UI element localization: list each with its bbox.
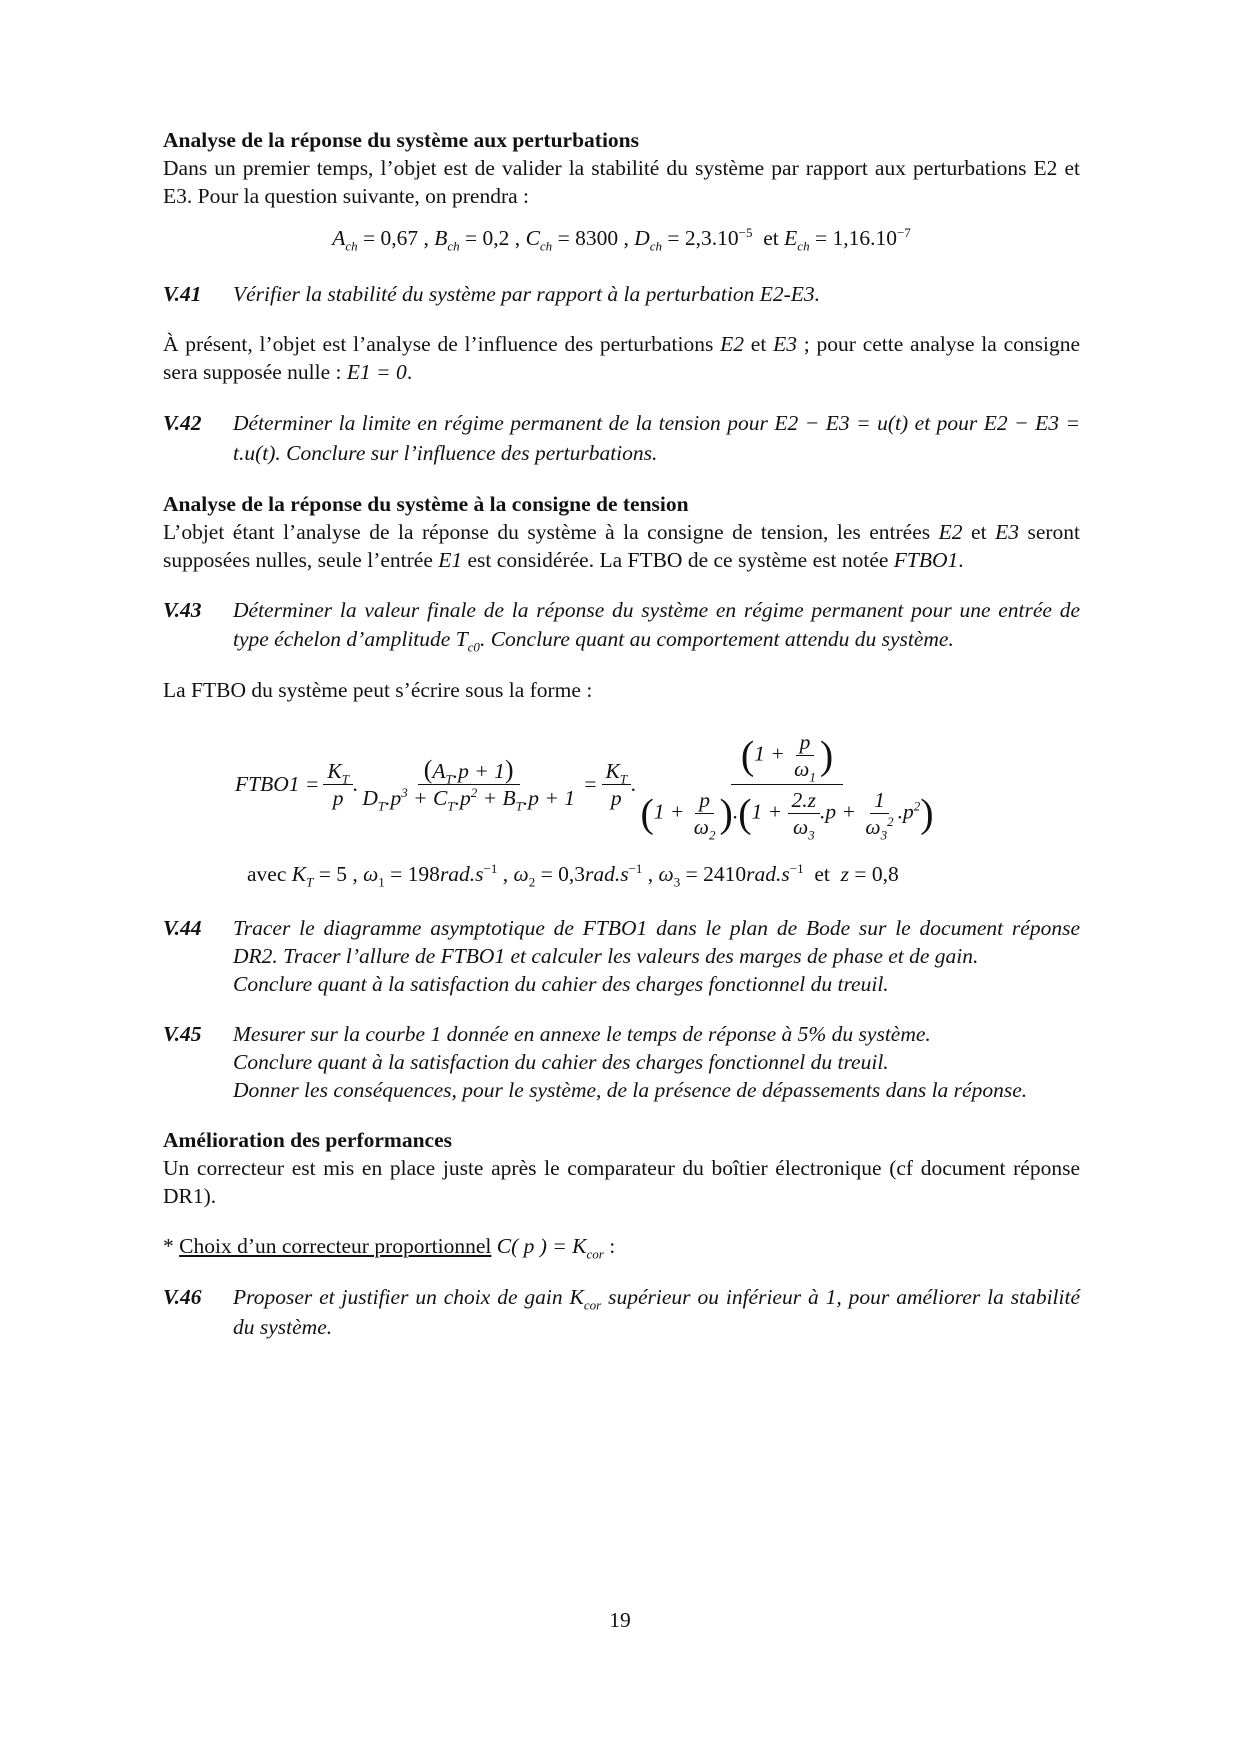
math-e2: E2 [720,332,744,356]
question-text: Tracer le diagramme asymptotique de FTBO1 dans le plan de Bode sur le document réponse DR2. Tracer l’allure de FTBO1 et calculer les valeurs des marges de phase et de gain. [233,916,1080,968]
question-number: V.41 [163,282,202,306]
question-text: Déterminer la valeur finale de la réponse du système en régime permanent pour une entrée de type échelon d’amplitude [233,598,1080,651]
text: . [958,548,964,572]
section-title-amelioration: Amélioration des performances [163,1128,452,1152]
question-text: Déterminer la limite en régime permanent de la tension pour [233,411,768,435]
math-e1: E1 [438,548,463,572]
question-text: supérieur ou inférieur à 1, pour améliorer la stabilité du système. [233,1285,1081,1339]
ftbo-lhs: FTBO1 = [235,772,320,796]
question-text: Donner les conséquences, pour le système, de la présence de dépassements dans la réponse. [233,1078,1028,1102]
question-v43 [163,596,1080,654]
math-e3: E3 [995,520,1019,544]
question-text: et pour [914,411,978,435]
question-text: Mesurer sur la courbe 1 donnée en annexe le temps de réponse à 5% du système. [233,1022,931,1046]
question-v42 [163,408,1080,468]
ftbo-values: avec $K_T = 5$ , $\omega_1 = 198rad.s^{-1}$ , $\omega_2 = 0,3rad.s^{-1}$ , $\omega_3 = 2410rad.s^{-1}$ et z = 0,8 [247,860,899,890]
section-title-consigne: Analyse de la réponse du système à la consigne de tension [163,492,689,516]
question-text: Conclure quant à la satisfaction du cahier des charges fonctionnel du treuil. [233,1050,889,1074]
page-number: 19 [609,1608,631,1632]
math-e3: E3 [773,332,797,356]
text: et [750,332,767,356]
math-ftbo1: FTBO1 [893,548,959,572]
question-text: Conclure quant à la satisfaction du cahier des charges fonctionnel du treuil. [233,972,889,996]
math-tc0: T [455,627,468,651]
text: L’objet étant l’analyse de la réponse du système à la consigne de tension, les entrées [163,520,931,544]
math-e1-zero: E1 = 0 [346,360,407,384]
text: et [971,520,987,544]
document-page [163,126,1080,1342]
paragraph-correcteur: Un correcteur est mis en place juste après le comparateur du boîtier électronique (cf document réponse DR1). [163,1156,1080,1208]
math-e2: E2 [938,520,963,544]
section-title-perturbations: Analyse de la réponse du système aux perturbations [163,128,640,152]
math-step: E2 − E3 = u(t) [774,411,909,435]
math-subscript: cor [583,1297,602,1313]
question-number: V.45 [163,1022,202,1046]
paragraph-influence [163,330,1080,386]
paragraph-consigne [163,518,1080,574]
text: est considérée. La FTBO de ce système est notée [467,548,889,572]
question-v46 [163,1282,1080,1342]
text: seront supposées nulles, seule l’entrée [163,520,1080,572]
question-number: V.43 [163,598,202,622]
text: . [406,360,413,384]
math-ramp: E2 − E3 = t.u(t) [233,411,1081,465]
question-number: V.42 [163,411,202,435]
text: À présent, l’objet est l’analyse de l’influence des perturbations [163,332,714,356]
question-text: Proposer et justifier un choix de gain [233,1285,563,1309]
math-kcor: K [569,1285,584,1309]
math-subscript: c0 [467,639,480,655]
question-text: Vérifier la stabilité du système par rapport à la perturbation E2-E3. [233,282,821,306]
question-text: . Conclure quant au comportement attendu du système. [479,627,954,651]
choice-title: Choix d’un correcteur proportionnel [179,1234,492,1258]
choice-line: * Choix d’un correcteur proportionnel C( p ) = $K_{cor}$ : [163,1234,616,1262]
parameter-values: $A_{ch} = 0,67$ , $B_{ch} = 0,2$ , $C_{ch} = 8300$ , $D_{ch} = 2,3.10^{-5}$ et $E_{ch} = 1,16.10^{-7}$ [332,224,911,254]
question-number: V.46 [163,1285,202,1309]
question-v45 [163,1020,1080,1104]
question-number: V.44 [163,916,202,940]
question-v41 [163,280,1080,308]
text: : [609,1234,616,1258]
ftbo-equation: FTBO1 = $\frac{K_T}{p}$ . $\frac{(A_T.p + 1)}{D_T.p^3 + C_T.p^2 + B_T.p + 1}$ = $\frac{K_T}{p}$ . (1 + $\frac{p}{\omega_1}$ ) (1 + $\frac{p}{\omega_2}$ ).(1 + $\frac{2.z}{\omega_3}$ .p + $\frac{1}{\omega_3^2}$ $.p^2$) [235,729,934,842]
text: ; pour cette analyse la consigne sera supposée nulle : [163,332,1081,384]
question-text: . Conclure sur l’influence des perturbations. [275,441,658,465]
text: avec [247,862,287,886]
question-v44 [163,914,1080,998]
paragraph-perturbations: Dans un premier temps, l’objet est de valider la stabilité du système par rapport aux perturbations E2 et E3. Pour la question suivante, on prendra : [163,156,1080,208]
bullet-star: * [163,1234,174,1258]
ftbo-intro: La FTBO du système peut s’écrire sous la forme : [163,678,593,702]
